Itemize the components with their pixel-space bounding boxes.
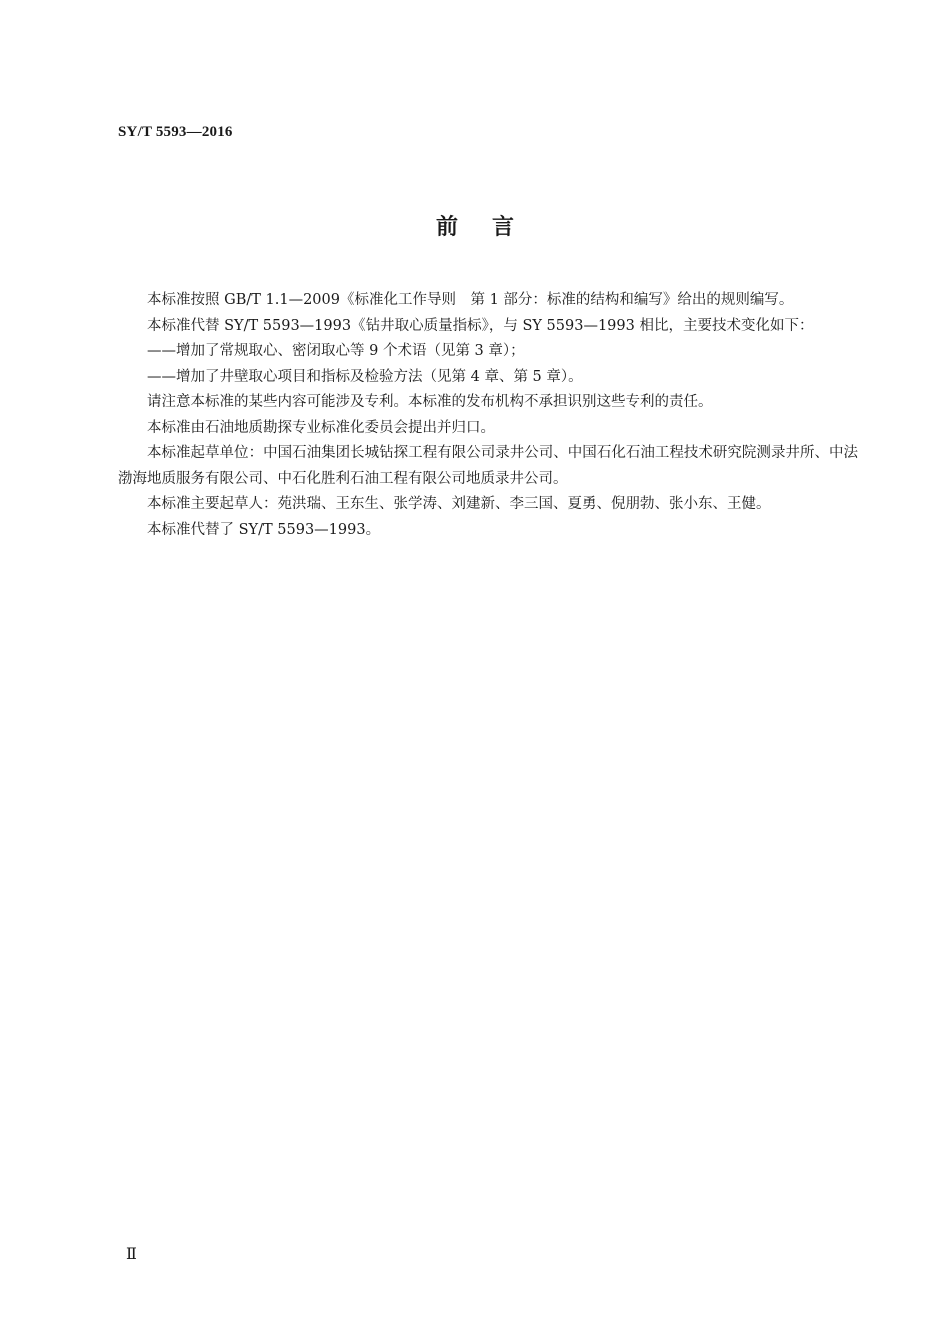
paragraph-proposer: 本标准由石油地质勘探专业标准化委员会提出并归口。 (147, 419, 495, 436)
page-number: Ⅱ (126, 1246, 137, 1263)
paragraph-drafting-units: 本标准起草单位：中国石油集团长城钻探工程有限公司录井公司、中国石化石油工程技术研究院测录井所、中法渤海地质服务有限公司、中石化胜利石油工程有限公司地质录井公司。 (118, 445, 858, 487)
standard-code: SY/T 5593—2016 (118, 124, 233, 140)
page-title: 前言 (435, 215, 548, 240)
paragraph-drafting-rules: 本标准按照 GB/T 1.1—2009《标准化工作导则 第 1 部分：标准的结构和编写》给出的规则编写。 (147, 292, 794, 308)
foreword-body (118, 288, 858, 543)
list-item-terms: ——增加了常规取心、密闭取心等 9 个术语（见第 3 章）； (147, 343, 525, 359)
paragraph-supersedes: 本标准代替了 SY/T 5593—1993。 (147, 521, 381, 538)
list-item-sidewall-coring: ——增加了井壁取心项目和指标及检验方法（见第 4 章、第 5 章）。 (147, 368, 583, 385)
paragraph-replacement: 本标准代替 SY/T 5593—1993《钻井取心质量指标》，与 SY 5593—1993 相比，主要技术变化如下： (147, 317, 814, 334)
paragraph-patent-notice: 请注意本标准的某些内容可能涉及专利。本标准的发布机构不承担识别这些专利的责任。 (147, 394, 713, 410)
paragraph-drafters: 本标准主要起草人：苑洪瑞、王东生、张学涛、刘建新、李三国、夏勇、倪朋勃、张小东、王健。 (147, 496, 771, 512)
